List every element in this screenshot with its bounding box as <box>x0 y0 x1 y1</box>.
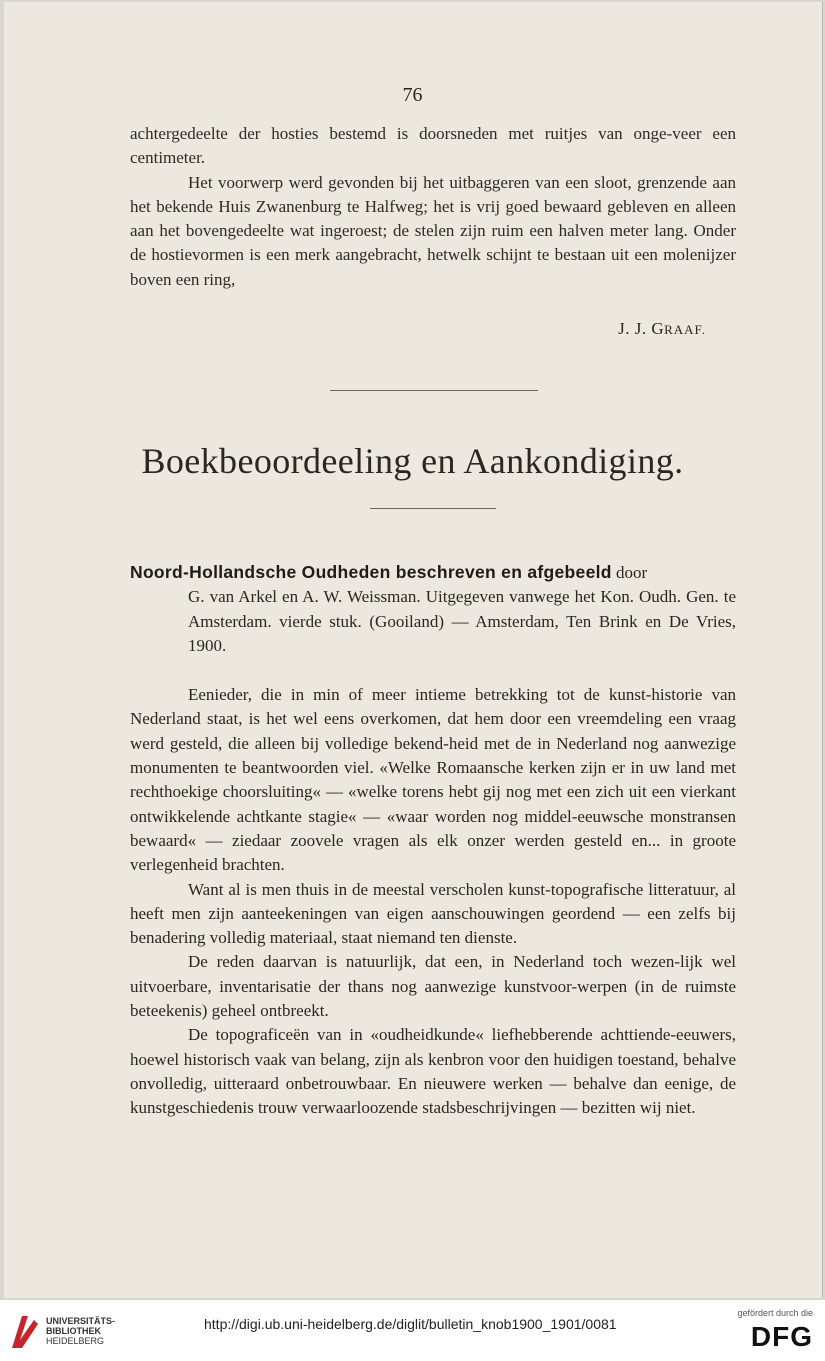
section-divider-top <box>330 390 538 391</box>
review-byline-start: door <box>616 563 648 582</box>
page-number: 76 <box>402 84 423 106</box>
library-line-2: BIBLIOTHEK <box>46 1326 101 1336</box>
signature-initials: J. J. G <box>618 319 665 338</box>
review-paragraph-1: Eenieder, die in min of meer intieme betrekking tot de kunst-historie van Nederland staat, is het wel eens overkomen, dat hem door een vreemdeling een vraag werd gesteld, die alleen bij volledige bekend-heid met de in Nederland nog aanwezige monumenten te beantwoorden viel. «Welke Romaansche kerken zijn er in uw land met rechthoekige choorsluiting« — «welke torens hebt gij nog met een zich uit een vierkant ontwikkelende achtkante stagie« — «waar worden nog middel-eeuwsche monstransen bewaard« — ziedaar zoovele vragen als elk onzer werden gesteld en... in groote verlegenheid brachten. <box>130 685 736 875</box>
signature-surname: RAAF. <box>664 322 706 337</box>
review-block <box>130 560 736 1121</box>
library-line-1: UNIVERSITÄTS- <box>46 1316 116 1326</box>
review-title: Noord-Hollandsche Oudheden beschreven en afgebeeld <box>130 562 612 582</box>
review-paragraph-4: De topograficeën van in «oudheidkunde« liefhebberende achttiende-eeuwers, hoewel historisch vaak van belang, zijn als kenbron voor den huidigen toestand, behalve onvolledig, uitteraard onbetrouwbaar. En nieuwere werken — behalve dan eenige, de kunstgeschiedenis trouw verwaarloozende stadsbeschrijvingen — bezitten wij niet. <box>130 1025 736 1118</box>
university-library-logo-icon <box>8 1310 42 1352</box>
funded-by-label: gefördert durch die <box>737 1308 813 1318</box>
review-header <box>130 560 736 585</box>
intro-text <box>130 122 736 292</box>
section-divider-bottom <box>370 508 496 509</box>
intro-paragraph-2: Het voorwerp werd gevonden bij het uitbaggeren van een sloot, grenzende aan het bekende Huis Zwanenburg te Halfweg; het is vrij goed bewaard gebleven en alleen aan het bovengedeelte wat ingeroest; de stelen zijn ruim een halven meter lang. Onder de hostievormen is een merk aangebracht, hetwelk schijnt te bestaan uit een molenijzer boven een ring, <box>130 172 736 289</box>
review-paragraph-3: De reden daarvan is natuurlijk, dat een, in Nederland toch wezen-lijk wel uitvoerbare, inventarisatie der thans nog aanwezige kunstvoor-werpen (in de ruimste beteekenis) geheel ontbreekt. <box>130 952 736 1021</box>
author-signature <box>130 319 706 339</box>
dfg-logo: DFG <box>750 1321 813 1352</box>
permalink-url[interactable]: http://digi.ub.uni-heidelberg.de/diglit/bulletin_knob1900_1901/0081 <box>204 1316 617 1332</box>
library-name <box>46 1316 115 1346</box>
review-citation: G. van Arkel en A. W. Weissman. Uitgegeven vanwege het Kon. Oudh. Gen. te Amsterdam. vierde stuk. (Gooiland) — Amsterdam, Ten Brink en De Vries, 1900. <box>188 587 736 655</box>
review-spacer <box>130 658 736 683</box>
library-line-3: HEIDELBERG <box>46 1336 105 1346</box>
section-heading: Boekbeoordeeling en Aankondiging. <box>141 441 684 481</box>
review-paragraph-2: Want al is men thuis in de meestal verscholen kunst-topografische litteratuur, al heeft men zijn aanteekeningen van eigen aanschouwingen geordend — een zelfs bij benadering volledig materiaal, staat niemand ten dienste. <box>130 879 736 948</box>
footer-bar <box>0 1300 825 1361</box>
intro-paragraph-1: achtergedeelte der hosties bestemd is doorsneden met ruitjes van onge-veer een centimeter. <box>130 124 736 168</box>
